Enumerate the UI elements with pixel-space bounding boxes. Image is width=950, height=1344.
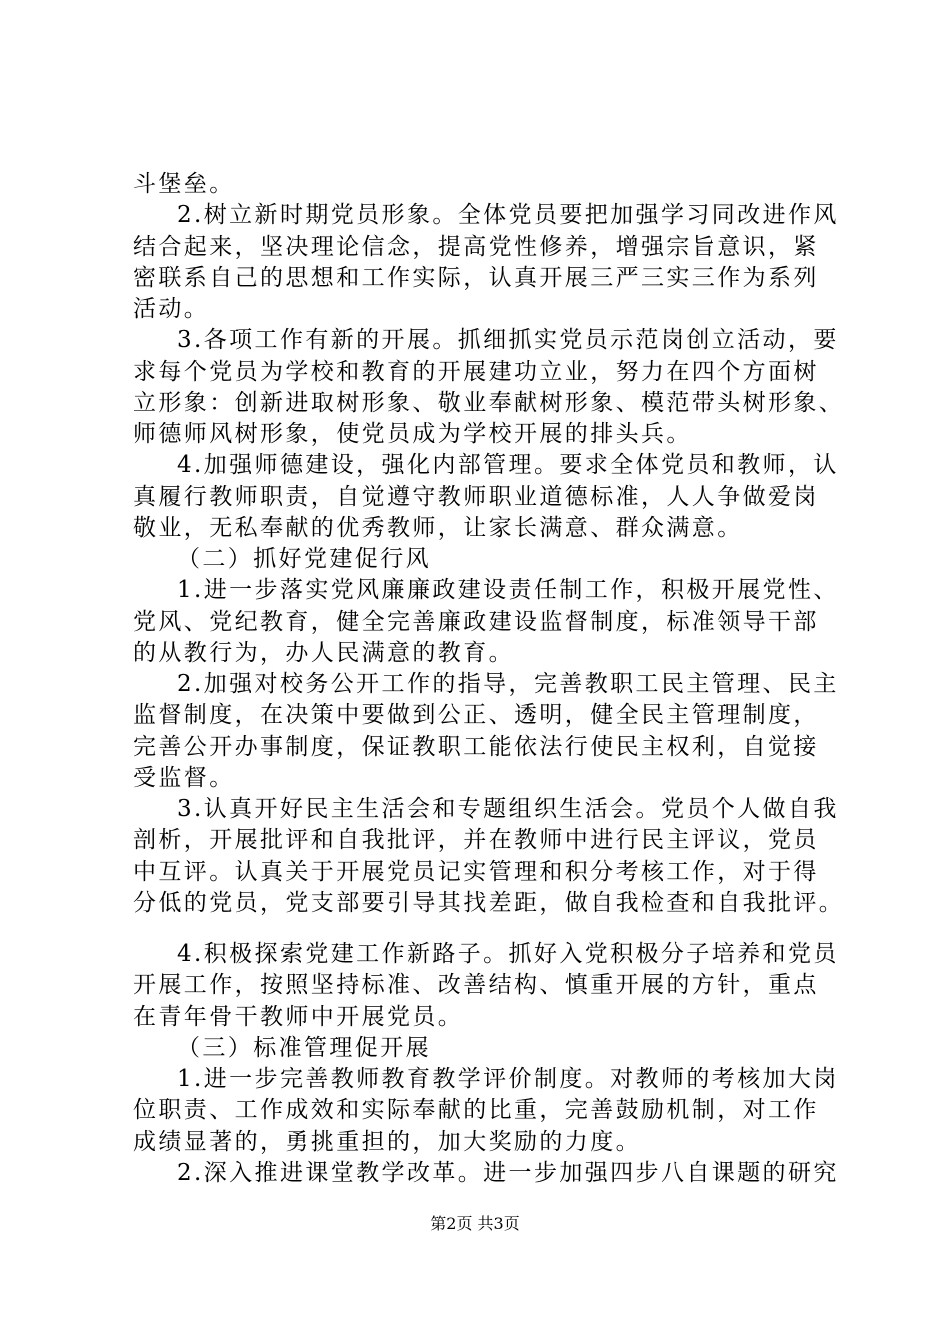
text-line: 3.各项工作有新的开展。抓细抓实党员示范岗创立活动，要 <box>177 327 839 353</box>
text-line: 敬业，无私奉献的优秀教师，让家长满意、群众满意。 <box>133 515 743 541</box>
text-line: 密联系自己的思想和工作实际，认真开展三严三实三作为系列 <box>133 265 819 291</box>
text-line: 中互评。认真关于开展党员记实管理和积分考核工作，对于得 <box>133 859 819 885</box>
text-line: 3.认真开好民主生活会和专题组织生活会。党员个人做自我 <box>177 796 839 822</box>
text-line: 分低的党员，党支部要引导其找差距，做自我检查和自我批评。 <box>133 890 845 916</box>
text-line: 受监督。 <box>133 765 235 791</box>
text-line: 4.加强师德建设，强化内部管理。要求全体党员和教师，认 <box>177 452 839 478</box>
text-line: 的从教行为，办人民满意的教育。 <box>133 640 514 666</box>
text-line: 开展工作，按照坚持标准、改善结构、慎重开展的方针，重点 <box>133 972 819 998</box>
text-line: 立形象：创新进取树形象、敬业奉献树形象、模范带头树形象、 <box>133 390 845 416</box>
text-line: 剖析，开展批评和自我批评，并在教师中进行民主评议，党员 <box>133 827 819 853</box>
text-line: 2.深入推进课堂教学改革。进一步加强四步八自课题的研究 <box>177 1160 839 1186</box>
text-line: 在青年骨干教师中开展党员。 <box>133 1004 464 1030</box>
text-line: 活动。 <box>133 296 210 322</box>
text-line: 4.积极探索党建工作新路子。抓好入党积极分子培养和党员 <box>177 941 839 967</box>
text-line: 1.进一步完善教师教育教学评价制度。对教师的考核加大岗 <box>177 1066 839 1092</box>
section-heading: （三）标准管理促开展 <box>177 1035 431 1061</box>
text-line: 求每个党员为学校和教育的开展建功立业，努力在四个方面树 <box>133 359 819 385</box>
section-heading: （二）抓好党建促行风 <box>177 546 431 572</box>
text-line: 师德师风树形象，使党员成为学校开展的排头兵。 <box>133 421 692 447</box>
text-line: 党风、党纪教育，健全完善廉政建设监督制度，标准领导干部 <box>133 609 819 635</box>
text-line: 1.进一步落实党风廉廉政建设责任制工作，积极开展党性、 <box>177 577 839 603</box>
text-line: 监督制度，在决策中要做到公正、透明，健全民主管理制度， <box>133 702 819 728</box>
text-line: 真履行教师职责，自觉遵守教师职业道德标准，人人争做爱岗 <box>133 484 819 510</box>
page-number-footer: 第2页 共3页 <box>430 1214 520 1233</box>
text-line: 结合起来，坚决理论信念，提高党性修养，增强宗旨意识，紧 <box>133 234 819 260</box>
text-line: 斗堡垒。 <box>133 171 235 197</box>
text-line: 位职责、工作成效和实际奉献的比重，完善鼓励机制，对工作 <box>133 1097 819 1123</box>
text-line: 完善公开办事制度，保证教职工能依法行使民主权利，自觉接 <box>133 734 819 760</box>
text-line: 2.加强对校务公开工作的指导，完善教职工民主管理、民主 <box>177 671 839 697</box>
text-line: 成绩显著的，勇挑重担的，加大奖励的力度。 <box>133 1129 641 1155</box>
text-line: 2.树立新时期党员形象。全体党员要把加强学习同改进作风 <box>177 202 839 228</box>
